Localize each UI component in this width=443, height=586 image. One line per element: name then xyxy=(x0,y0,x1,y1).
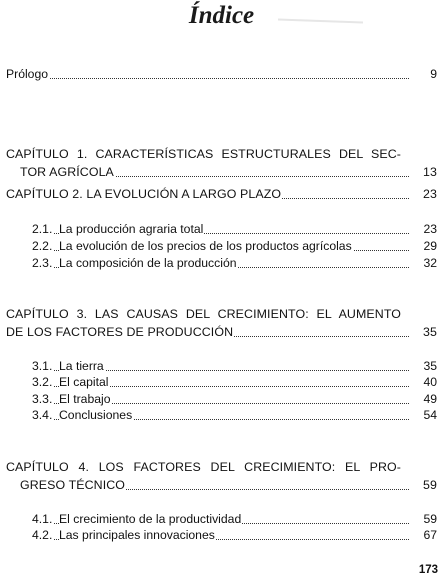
toc-section-3-2[interactable] xyxy=(0,373,443,391)
entry-title: La evolución de los precios de los productos agrícolas xyxy=(59,239,352,253)
section-number: 2.3. xyxy=(32,256,53,270)
entry-title: Conclusiones xyxy=(59,408,133,422)
toc-chapter-1-line1[interactable] xyxy=(0,145,443,163)
entry-page: 49 xyxy=(411,390,437,408)
entry-page: 9 xyxy=(411,65,437,83)
entry-page: 29 xyxy=(411,237,437,255)
entry-page: 59 xyxy=(411,510,437,528)
entry-page: 32 xyxy=(411,254,437,272)
toc-entry-prologue[interactable] xyxy=(0,65,443,83)
toc-section-2-3[interactable] xyxy=(0,254,443,272)
entry-page: 35 xyxy=(411,323,437,341)
entry-page: 23 xyxy=(411,185,437,203)
entry-page: 13 xyxy=(411,163,437,181)
entry-title: El crecimiento de la productividad xyxy=(59,512,242,526)
section-number: 4.2. xyxy=(32,528,53,542)
entry-title: DE LOS FACTORES DE PRODUCCIÓN xyxy=(6,325,234,339)
entry-title: CAPÍTULO 3. LAS CAUSAS DEL CRECIMIENTO: EL AUMENTO xyxy=(6,307,401,321)
toc-section-2-2[interactable] xyxy=(0,237,443,255)
toc-section-4-2[interactable] xyxy=(0,526,443,544)
entry-title: El capital xyxy=(59,375,109,389)
entry-title: CAPÍTULO 2. LA EVOLUCIÓN A LARGO PLAZO xyxy=(6,187,282,201)
section-number: 2.2. xyxy=(32,239,53,253)
entry-page: 35 xyxy=(411,357,437,375)
entry-page: 67 xyxy=(411,526,437,544)
entry-title: Las principales innovaciones xyxy=(59,528,215,542)
entry-page: 23 xyxy=(411,220,437,238)
entry-title: La producción agraria total xyxy=(59,222,204,236)
entry-title: Prólogo xyxy=(6,67,49,81)
section-number: 3.2. xyxy=(32,375,53,389)
entry-title: TOR AGRÍCOLA xyxy=(20,165,114,179)
entry-title: CAPÍTULO 4. LOS FACTORES DEL CRECIMIENTO: EL PRO- xyxy=(6,460,401,474)
section-number: 2.1. xyxy=(32,222,53,236)
entry-page: 40 xyxy=(411,373,437,391)
entry-title: CAPÍTULO 1. CARACTERÍSTICAS ESTRUCTURALES DEL SEC- xyxy=(6,147,401,161)
entry-title: La tierra xyxy=(59,359,104,373)
section-number: 3.1. xyxy=(32,359,53,373)
toc-chapter-1-line2[interactable] xyxy=(0,163,443,181)
entry-page: 54 xyxy=(411,406,437,424)
toc-chapter-4-line1[interactable] xyxy=(0,458,443,476)
section-number: 3.4. xyxy=(32,408,53,422)
toc-chapter-3-line2[interactable] xyxy=(0,323,443,341)
entry-title: GRESO TÉCNICO xyxy=(20,478,126,492)
toc-section-3-4[interactable] xyxy=(0,406,443,424)
dot-leader xyxy=(6,78,409,79)
toc-chapter-4-line2[interactable] xyxy=(0,476,443,494)
toc-chapter-3-line1[interactable] xyxy=(0,305,443,323)
section-number: 3.3. xyxy=(32,392,53,406)
page-title: Índice xyxy=(188,2,255,29)
entry-page: 59 xyxy=(411,476,437,494)
toc-chapter-2[interactable] xyxy=(0,185,443,203)
page-number: 173 xyxy=(418,564,438,576)
entry-title: La composición de la producción xyxy=(59,256,237,270)
section-number: 4.1. xyxy=(32,512,53,526)
entry-title: El trabajo xyxy=(59,392,111,406)
toc-section-2-1[interactable] xyxy=(0,220,443,238)
